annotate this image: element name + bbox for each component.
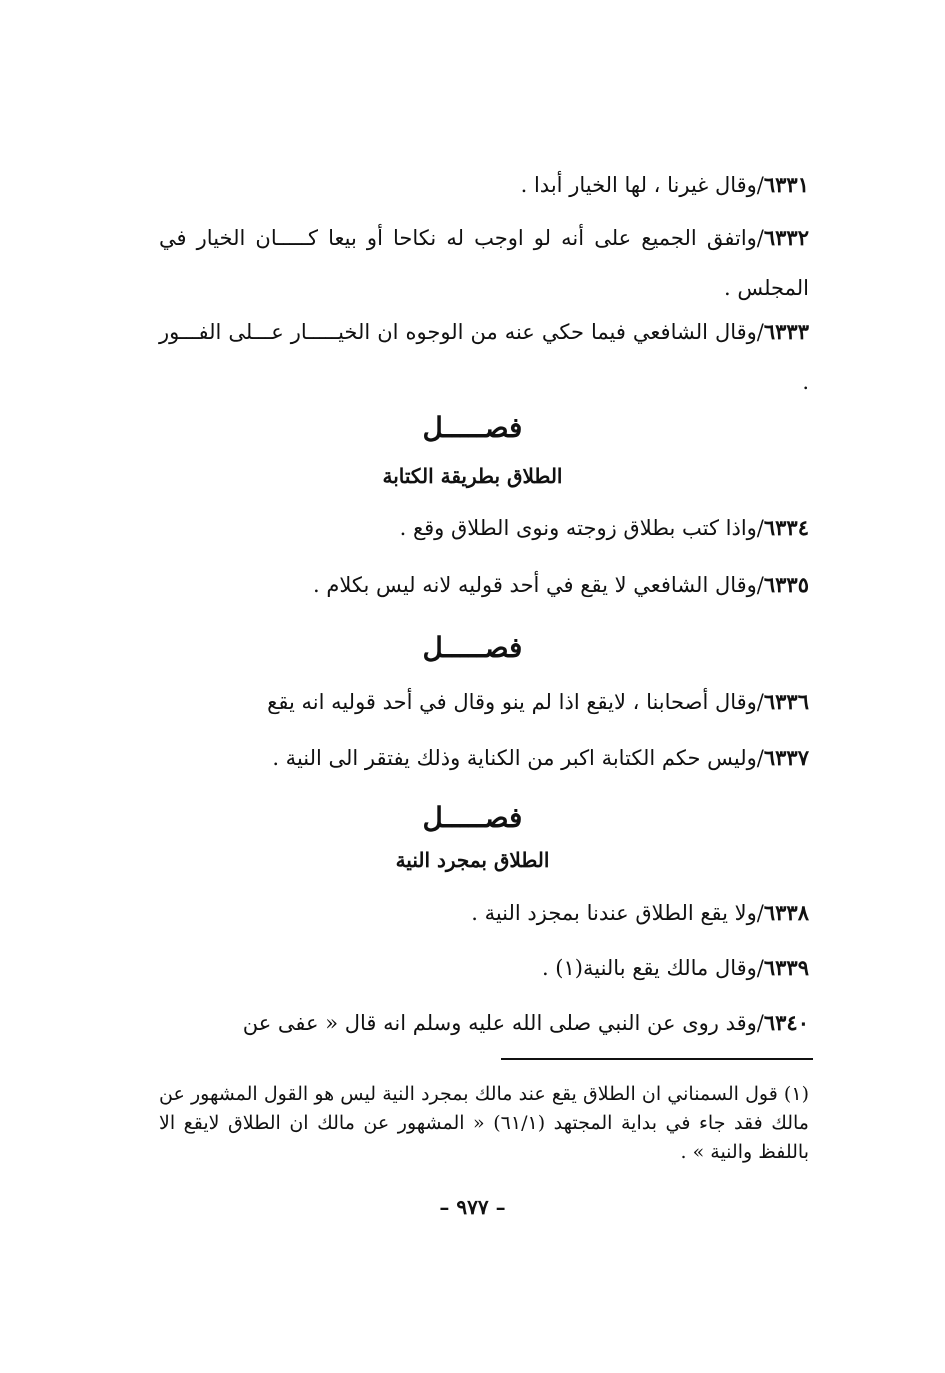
- paragraph-6335: [159, 560, 809, 610]
- paragraph-number: ٦٣٣٤: [763, 515, 809, 540]
- paragraph-6336: [159, 677, 809, 727]
- footnote: (١) قول السمناني ان الطلاق يقع عند مالك بمجرد النية ليس هو القول المشهور عن مالك فقد جاء في بداية المجتهد (٦١/١) « المشهور عن مالك ان الطلاق لايقع الا باللفظ والنية » .: [159, 1083, 809, 1163]
- paragraph-number: ٦٣٣٨: [763, 900, 809, 925]
- paragraph-6333: [159, 307, 809, 407]
- paragraph-6339: [159, 943, 809, 993]
- paragraph-text: /واتفق الجميع على أنه لو اوجب له نكاحا أو بيعا كـــــان الخيار في المجلس .: [159, 226, 809, 300]
- paragraph-text: /وقال الشافعي فيما حكي عنه من الوجوه ان الخيـــــار عـــلى الفـــور .: [159, 320, 809, 394]
- section-subheading-1: الطلاق بطريقة الكتابة: [382, 464, 563, 488]
- paragraph-6340: [159, 998, 809, 1048]
- paragraph-text: /واذا كتب بطلاق زوجته ونوى الطلاق وقع .: [399, 516, 764, 540]
- paragraph-text: /وقال أصحابنا ، لايقع اذا لم ينو وقال في أحد قوليه انه يقع: [267, 690, 764, 714]
- paragraph-number: ٦٣٣٢: [763, 225, 809, 250]
- paragraph-number: ٦٣٣٣: [763, 319, 809, 344]
- paragraph-text: /وقال مالك يقع بالنية(١) .: [541, 956, 764, 980]
- paragraph-text: /وقال غيرنا ، لها الخيار أبدا .: [520, 173, 764, 197]
- section-subheading-3: الطلاق بمجرد النية: [395, 848, 550, 872]
- paragraph-6331: [159, 160, 809, 210]
- paragraph-number: ٦٣٣٥: [763, 572, 809, 597]
- paragraph-number: ٦٣٣٧: [763, 745, 809, 770]
- footnote-separator: [501, 1058, 813, 1060]
- paragraph-text: /وقال الشافعي لا يقع في أحد قوليه لانه ليس بكلام .: [313, 573, 764, 597]
- paragraph-6332: [159, 213, 809, 313]
- paragraph-number: ٦٣٣٩: [763, 955, 809, 980]
- section-heading-1: فصـــــل: [422, 411, 523, 444]
- paragraph-number: ٦٣٣١: [763, 172, 809, 197]
- section-heading-2: فصـــــل: [422, 631, 523, 664]
- section-heading-3: فصـــــل: [422, 801, 523, 834]
- paragraph-6337: [159, 733, 809, 783]
- page-number: – ٩٧٧ –: [439, 1195, 506, 1219]
- paragraph-6334: [159, 503, 809, 553]
- paragraph-6338: [159, 888, 809, 938]
- paragraph-text: /وقد روى عن النبي صلى الله عليه وسلم انه قال « عفى عن: [242, 1011, 764, 1035]
- paragraph-number: ٦٣٣٦: [763, 689, 809, 714]
- paragraph-text: /وليس حكم الكتابة اكبر من الكناية وذلك يفتقر الى النية .: [272, 746, 764, 770]
- paragraph-text: /ولا يقع الطلاق عندنا بمجزد النية .: [471, 901, 764, 925]
- paragraph-number: ٦٣٤٠: [763, 1010, 809, 1035]
